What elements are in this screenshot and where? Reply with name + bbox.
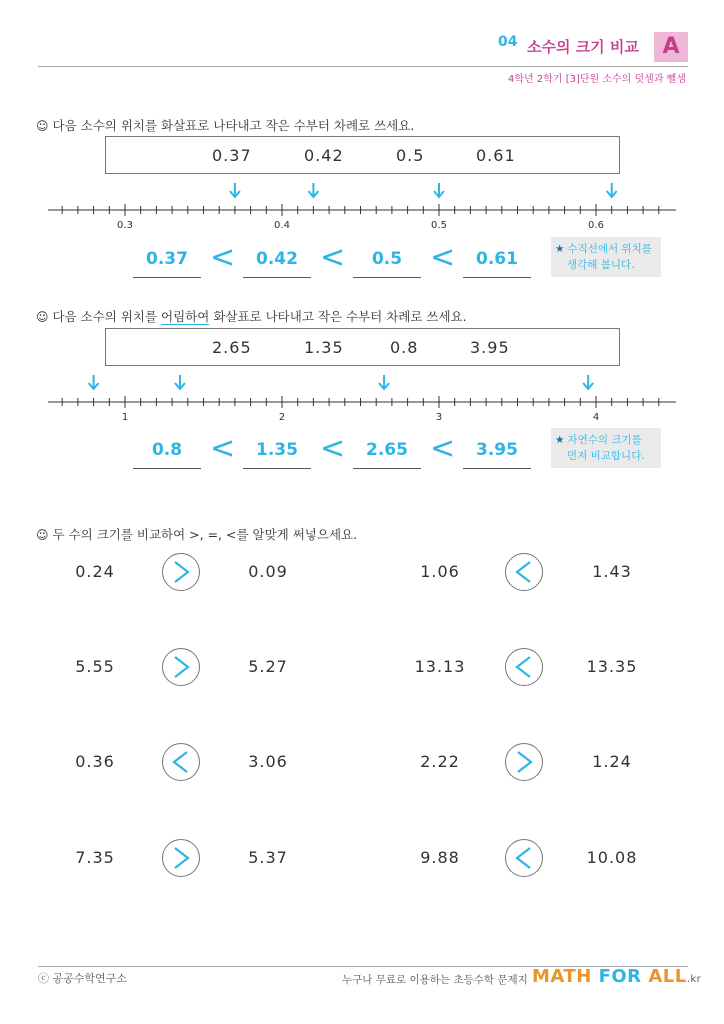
compare-left-number: 9.88 xyxy=(420,848,460,867)
less-than-symbol: < xyxy=(430,240,456,275)
given-number: 2.65 xyxy=(212,338,252,357)
section1-instruction: ☺ 다음 소수의 위치를 화살표로 나타내고 작은 수부터 차례로 쓰세요. xyxy=(36,118,415,133)
given-number: 0.42 xyxy=(304,146,344,165)
compare-left-number: 0.36 xyxy=(75,752,115,771)
compare-right-number: 1.24 xyxy=(592,752,632,771)
less-than-symbol xyxy=(517,562,530,582)
down-arrow-icon xyxy=(434,183,444,197)
answer-line xyxy=(463,468,531,469)
tick-label: 2 xyxy=(278,412,286,423)
tick-label: 0.6 xyxy=(588,220,604,231)
answer-circle[interactable] xyxy=(505,839,543,877)
worksheet-number: 04 xyxy=(498,34,518,50)
less-than-symbol xyxy=(517,848,530,868)
compare-right-number: 5.27 xyxy=(248,657,288,676)
answer-1: 0.8 xyxy=(151,440,183,460)
greater-than-symbol xyxy=(518,752,531,772)
answer-circle[interactable] xyxy=(505,553,543,591)
tick-label: 0.4 xyxy=(274,220,290,231)
given-number: 3.95 xyxy=(470,338,510,357)
tick-label: 0.5 xyxy=(431,220,447,231)
compare-left-number: 1.06 xyxy=(420,562,460,581)
answer-line xyxy=(353,468,421,469)
answer-line xyxy=(463,277,531,278)
answer-line xyxy=(133,468,201,469)
given-number: 0.37 xyxy=(212,146,252,165)
down-arrow-icon xyxy=(607,183,617,197)
answer-line xyxy=(243,277,311,278)
star-icon: ★ xyxy=(555,243,565,255)
down-arrow-icon xyxy=(89,375,99,389)
given-number: 1.35 xyxy=(304,338,344,357)
section3-instruction: ☺ 두 수의 크기를 비교하여 >, =, <를 알맞게 써넣으세요. xyxy=(36,527,358,542)
answer-circle[interactable] xyxy=(505,648,543,686)
less-than-symbol xyxy=(174,752,187,772)
given-number: 0.8 xyxy=(390,338,419,357)
level-badge: A xyxy=(654,32,688,62)
tick-label: 3 xyxy=(435,412,443,423)
hint-box: ★ 수직선에서 위치를 생각해 봅니다. xyxy=(551,237,661,277)
compare-right-number: 0.09 xyxy=(248,562,288,581)
answer-2: 1.35 xyxy=(256,440,298,460)
greater-than-symbol xyxy=(175,657,188,677)
number-line-1 xyxy=(48,183,676,231)
compare-right-number: 10.08 xyxy=(586,848,638,867)
worksheet-subtitle: 4학년 2학기 [3]단원 소수의 덧셈과 뺄셈 xyxy=(507,74,686,85)
footer-tagline: 누구나 무료로 이용하는 초등수학 문제지 xyxy=(342,974,528,986)
tick-label: 1 xyxy=(121,412,129,423)
less-than-symbol: < xyxy=(320,431,346,466)
star-icon: ★ xyxy=(555,434,565,446)
answer-2: 0.42 xyxy=(256,249,298,269)
answer-circle[interactable] xyxy=(162,648,200,686)
answer-circle[interactable] xyxy=(162,839,200,877)
given-number: 0.61 xyxy=(476,146,516,165)
answer-line xyxy=(133,277,201,278)
compare-left-number: 5.55 xyxy=(75,657,115,676)
section2-number-box xyxy=(105,328,620,366)
section2-instruction: ☺ 다음 소수의 위치를 어림하여 화살표로 나타내고 작은 수부터 차례로 쓰세요. xyxy=(36,309,467,324)
compare-right-number: 13.35 xyxy=(586,657,638,676)
tick-label: 4 xyxy=(592,412,600,423)
compare-right-number: 3.06 xyxy=(248,752,288,771)
compare-right-number: 5.37 xyxy=(248,848,288,867)
compare-left-number: 2.22 xyxy=(420,752,460,771)
compare-left-number: 13.13 xyxy=(414,657,466,676)
hint-box: ★ 자연수의 크기를 먼저 비교합니다. xyxy=(551,428,661,468)
smiley-icon: ☺ xyxy=(36,119,49,133)
answer-line xyxy=(243,468,311,469)
tick-label: 0.3 xyxy=(117,220,133,231)
compare-right-number: 1.43 xyxy=(592,562,632,581)
less-than-symbol: < xyxy=(210,240,236,275)
smiley-icon: ☺ xyxy=(36,310,49,324)
answer-circle[interactable] xyxy=(162,553,200,591)
answer-line xyxy=(353,277,421,278)
down-arrow-icon xyxy=(230,183,240,197)
down-arrow-icon xyxy=(379,375,389,389)
answer-4: 3.95 xyxy=(476,440,518,460)
down-arrow-icon xyxy=(175,375,185,389)
answer-3: 0.5 xyxy=(371,249,403,269)
less-than-symbol: < xyxy=(430,431,456,466)
given-number: 0.5 xyxy=(396,146,425,165)
copyright: ⓒ 공공수학연구소 xyxy=(38,972,127,985)
down-arrow-icon xyxy=(308,183,318,197)
compare-left-number: 7.35 xyxy=(75,848,115,867)
brand-logo[interactable]: MATH FOR ALL.kr xyxy=(532,966,702,987)
answer-4: 0.61 xyxy=(476,249,518,269)
worksheet-title: 소수의 크기 비교 xyxy=(527,38,639,56)
smiley-icon: ☺ xyxy=(36,528,49,542)
answer-3: 2.65 xyxy=(366,440,408,460)
answer-1: 0.37 xyxy=(146,249,188,269)
greater-than-symbol xyxy=(175,848,188,868)
less-than-symbol: < xyxy=(210,431,236,466)
less-than-symbol: < xyxy=(320,240,346,275)
number-line-2 xyxy=(48,375,676,423)
greater-than-symbol xyxy=(175,562,188,582)
less-than-symbol xyxy=(517,657,530,677)
answer-circle[interactable] xyxy=(162,743,200,781)
answer-circle[interactable] xyxy=(505,743,543,781)
compare-left-number: 0.24 xyxy=(75,562,115,581)
down-arrow-icon xyxy=(583,375,593,389)
